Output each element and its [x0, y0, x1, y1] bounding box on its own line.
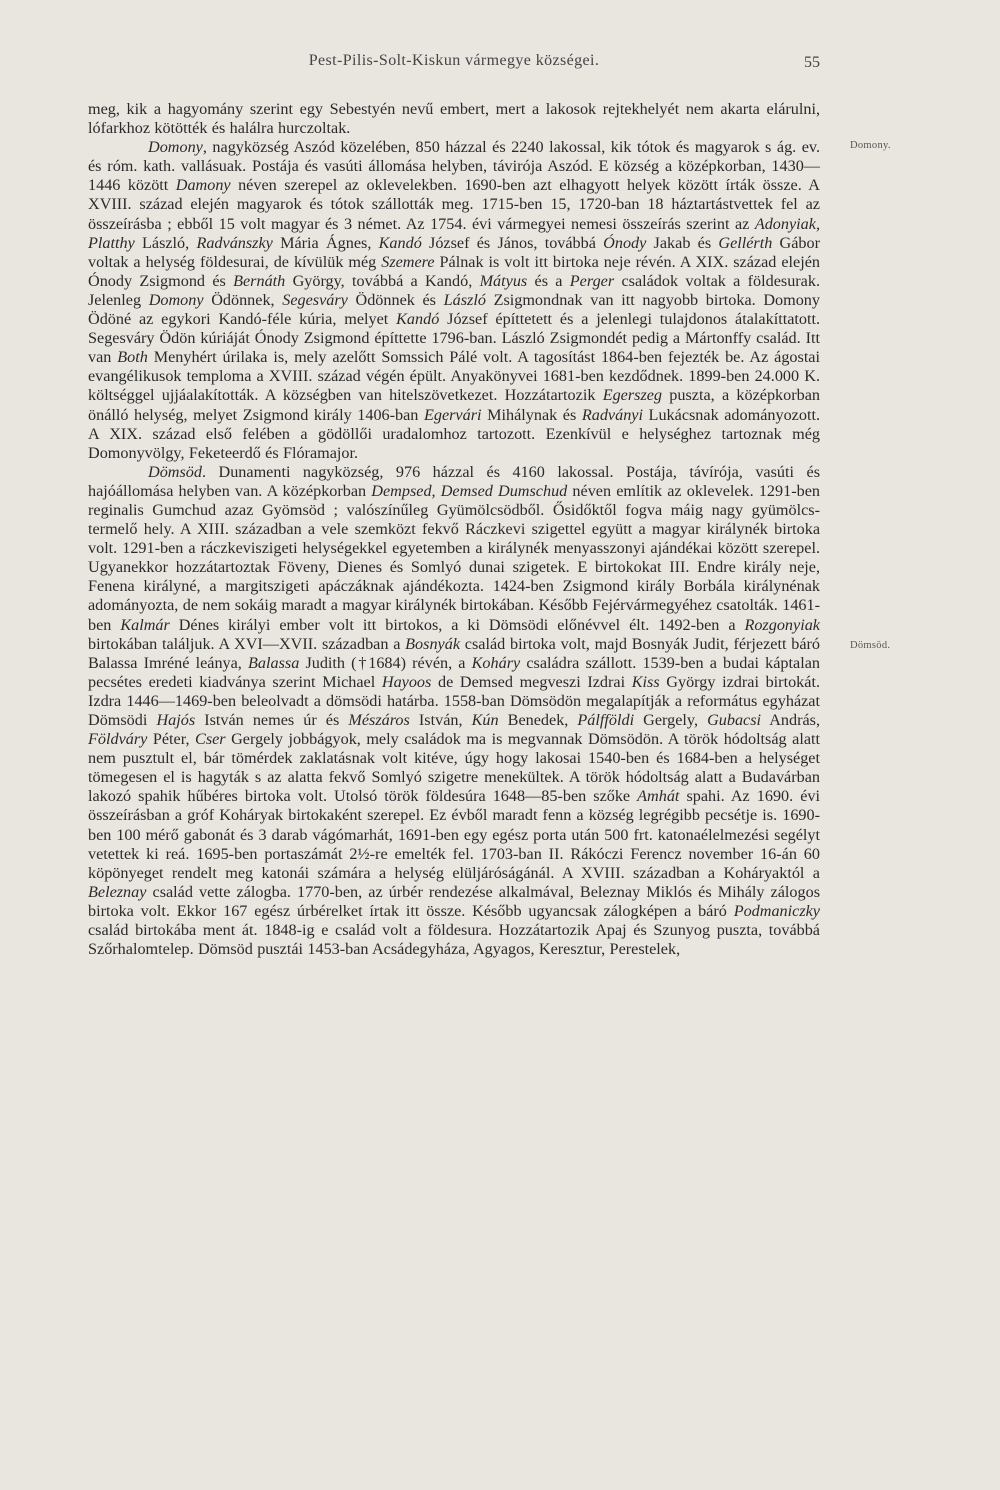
place-name: Dömsöd — [148, 462, 202, 481]
page-header — [88, 52, 820, 78]
body-text — [88, 100, 820, 959]
place-name: Domony — [148, 138, 203, 157]
page-number: 55 — [804, 54, 820, 71]
margin-note-domony: Domony. — [850, 140, 891, 151]
running-title: Pest-Pilis-Solt-Kiskun vármegye községei. — [308, 52, 600, 69]
paragraph-domsod: Dömsöd. Dunamenti nagyközség, 976 házzal és 4160 lakossal. Postája, távírója, vasúti és hajóállomása helyben van. A középkorban Dempsed, Demsed Dumschud néven említik az oklevelek. 1291-ben reginalis Gumchud azaz Gyömsöd ; valószínűleg Gyümölcsödből. Ősidőktől fogva máig nagy gyümölcs-termelő hely. A XIII. században a vele szemközt fekvő Ráczkevi szigettel együtt a magyar királynék birtoka volt. 1291-ben a ráczkeviszigeti helységekkel egyetemben a királynék menyasszonyi ajándékai között szerepel. Ugyanekkor hozzátartoztak Föveny, Dienes és Somlyó dunai szigetek. E birtokokat III. Endre király neje, Fenena királyné, a margitszigeti apáczáknak ajándékozta. 1424-ben Zsigmond király Borbála királynénak adományozta, de nem sokáig maradt a magyar királynék birtokában. Később Fejérvármegyéhez csatolták. 1461-ben Kalmár Dénes királyi ember volt itt birtokos, a ki Dömsödi előnévvel élt. 1492-ben a Rozgonyiak birtokában találjuk. A XVI—XVII. században a Bosnyák család birtoka volt, majd Bosnyák Judit, férjezett báró Balassa Imréné leánya, Balassa Judith (†1684) révén, a Koháry családra szállott. 1539-ben a budai káptalan pecsétes eredeti kiadványa szerint Michael Hayoos de Demsed megveszi Izdrai Kiss György izdrai birtokát. Izdra 1446—1469-ben beleolvadt a dömsödi határba. 1558-ban Dömsödön megalapítják a református egyházat Dömsödi Hajós István nemes úr és Mészáros István, Kún Benedek, Pálfföldi Gergely, Gubacsi András, Földváry Péter, Cser Gergely jobbágyok, mely családok ma is megvannak Dömsödön. A török hódoltság alatt nem pusztult el, bár tömérdek zaklatásnak volt kitéve, úgy hogy lakosai 1540-ben és 1684-ben a helységet tömegesen el is hagyták s az alatta fekvő Somlyó szigetre menekültek. A török hódoltság alatt a Budavárban lakozó spahik hűbéres birtoka volt. Utolsó török földesúra 1648—85-ben szőke Amhát spahi. Az 1690. évi összeírásban a gróf Koháryak birtokaként szerepel. Ez évből maradt fenn a község legrégibb pecsétje is. 1690-ben 100 mérő gabonát és 3 darab vágómarhát, 1691-ben egy egész porta után 500 frt. katonaélelmezési segélyt vetettek ki reá. 1695-ben portaszámát 2½-re emelték fel. 1703-ban II. Rákóczi Ferencz november 16-án 60 köpönyeget rendelt meg katonái számára a helység elüljáróságánál. A XVIII. században a Koháryaktól a Beleznay család vette zálogba. 1770-ben, az úrbér rendezése alkalmával, Beleznay Miklós és Mihály zálogos birtoka volt. Ekkor 167 egész úrbérelket írtak itt össze. Később ugyancsak zálogképen a báró Podmaniczky család birtokába ment át. 1848-ig e család volt a földesura. Hozzátartozik Apaj és Szunyog puszta, továbbá Szőrhalomtelep. Dömsöd pusztái 1453-ban Acsádegyháza, Agyagos, Keresztur, Perestelek, — [88, 462, 820, 959]
paragraph-intro: meg, kik a hagyomány szerint egy Sebestyén nevű embert, mert a lakosok rejtekhelyét nem akarta elárulni, lófarkhoz kötötték és halálra hurczoltak. — [88, 100, 820, 138]
paragraph-domony: Domony, nagyközség Aszód közelében, 850 házzal és 2240 lakossal, kik tótok és magyarok s ág. ev. és róm. kath. vallásuak. Postája és vasúti állomása helyben, távirója Aszód. E község a középkorban, 1430—1446 között Damony néven szerepel az oklevelekben. 1690-ben azt elhagyott helyek között írták össze. A XVIII. század elején magyarok és tótok szállották meg. 1715-ben 15, 1720-ban 18 háztartástvettek fel az összeírásba ; ebből 15 volt magyar és 3 német. Az 1754. évi vármegyei nemesi összeírás szerint az Adonyiak, Platthy László, Radvánszky Mária Ágnes, Kandó József és János, továbbá Ónody Jakab és Gellérth Gábor voltak a helység földesurai, de kívülük még Szemere Pálnak is volt itt birtoka neje révén. A XIX. század elején Ónody Zsigmond és Bernáth György, továbbá a Kandó, Mátyus és a Perger családok voltak a földesurak. Jelenleg Domony Ödönnek, Segesváry Ödönnek és László Zsigmondnak van itt nagyobb birtoka. Domony Ödöné az egykori Kandó-féle kúria, melyet Kandó József építtetett és a jelenlegi tulajdonos átalakíttatott. Segesváry Ödön kúriáját Ónody Zsigmond építtette 1796-ban. László Zsigmondét pedig a Mártonffy család. Itt van Both Menyhért úrilaka is, mely azelőtt Somssich Pálé volt. A tagosítást 1864-ben fejezték be. Az ágostai evangélikusok temploma a XVIII. század végén épült. Anyakönyvei 1681-ben kezdődnek. 1899-ben 24.000 K. költséggel ujjáalakították. A községben van hitelszövetkezet. Hozzátartozik Egerszeg puszta, a középkorban önálló helység, melyet Zsigmond király 1406-ban Egervári Mihálynak és Radványi Lukácsnak adományozott. A XIX. század első felében a gödöllői uradalomhoz tartozott. Ezenkívül e helységhez tartoznak még Domonyvölgy, Feketeerdő és Flóramajor. — [88, 138, 821, 462]
margin-note-domsod: Dömsöd. — [850, 640, 891, 651]
